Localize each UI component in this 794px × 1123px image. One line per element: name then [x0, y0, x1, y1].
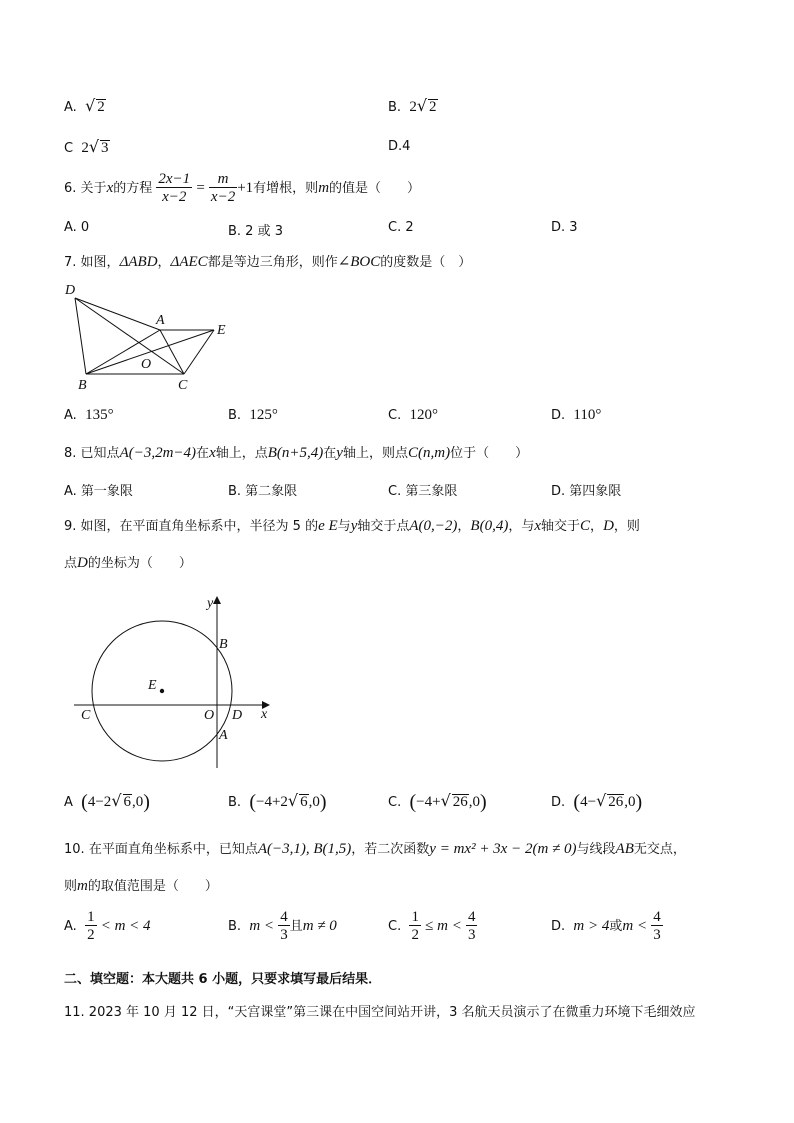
label-b: B — [219, 637, 228, 652]
q7-option-a: A. 135° — [64, 407, 114, 423]
q8-option-b: B. 第二象限 — [228, 484, 298, 499]
label-e: E — [148, 678, 157, 693]
q8-stem: 8. 已知点A(−3,2m−4)在x轴上，点B(n+5,4)在y轴上，则点C(n,m)位于（ ） — [64, 445, 529, 461]
q9-option-d: D. (4−√ 26,0) — [551, 791, 643, 813]
q7-triangle-figure — [60, 278, 235, 394]
label-c: C — [178, 378, 188, 393]
label-a: A — [156, 313, 165, 328]
q6-fraction-left: $\frac{2x-1}{x-2}$ — [158, 171, 191, 205]
section-heading-fill-in: 二、填空题：本大题共 6 小题，只要求填写最后结果． — [64, 972, 382, 987]
q9-circle-figure — [66, 590, 286, 775]
segment-da — [75, 298, 160, 330]
q9-option-a: A (4−2√ 6,0) — [64, 791, 150, 813]
q11-stem: 11. 2023 年 10 月 12 日，“天宫课堂”第三课在中国空间站开讲，3 名航天员演示了在微重力环境下毛细效应 — [64, 1005, 696, 1020]
q10-option-b: B. m < $\frac{4}{3}$ 且m ≠ 0 — [228, 909, 337, 943]
label-a: A — [219, 728, 228, 743]
q7-stem: 7. 如图，ΔABD，ΔAEC都是等边三角形，则作∠BOC的度数是（ ） — [64, 254, 472, 270]
q5-option-a: A. √ 2 — [64, 96, 105, 115]
q5-option-b: B. 2√ 2 — [388, 96, 437, 115]
q7-option-d: D. 110° — [551, 407, 602, 423]
q8-option-d: D. 第四象限 — [551, 484, 622, 499]
segment-ac — [160, 330, 184, 374]
q6-option-d: D. 3 — [551, 220, 578, 235]
q5-option-d: D.4 — [388, 139, 411, 154]
label-c: C — [81, 708, 91, 723]
segment-dc — [75, 298, 184, 374]
q9-option-b: B. (−4+2√ 6,0) — [228, 791, 327, 813]
q10-stem: 10. 在平面直角坐标系中，已知点A(−3,1), B(1,5)，若二次函数y = mx² + 3x − 2(m ≠ 0)与线段AB无交点， — [64, 841, 686, 857]
label-b: B — [78, 378, 87, 393]
q10-option-a: A. $\frac{1}{2}$ < m < 4 — [64, 909, 151, 943]
q6-option-c: C. 2 — [388, 220, 414, 235]
label-y: y — [207, 596, 214, 611]
label-d: D — [65, 283, 76, 298]
label-e: E — [217, 323, 226, 338]
q7-option-b: B. 125° — [228, 407, 278, 423]
q5-option-c: C 2√ 3 — [64, 137, 109, 156]
label-o: O — [204, 708, 215, 723]
q10-option-d: D. m > 4或m < $\frac{4}{3}$ — [551, 909, 661, 943]
q6-option-b: B. 2 或 3 — [228, 224, 283, 239]
label-d: D — [232, 708, 243, 723]
q6-stem: 6. 关于x的方程 $\frac{2x-1}{x-2}$ = $\frac{m}{x-2}$ +1有增根，则m的值是（ ） — [64, 171, 421, 205]
center-point-e — [160, 689, 164, 693]
segment-db — [75, 298, 86, 374]
segment-ec — [184, 330, 214, 374]
q10-option-c: C. $\frac{1}{2}$ ≤ m < $\frac{4}{3}$ — [388, 909, 476, 943]
q9-option-c: C. (−4+√ 26,0) — [388, 791, 487, 813]
q9-stem: 9. 如图，在平面直角坐标系中，半径为 5 的e E与y轴交于点A(0,−2)，B(0,4)，与x轴交于C，D，则 — [64, 518, 640, 534]
q6-option-a: A. 0 — [64, 220, 90, 235]
q7-option-c: C. 120° — [388, 407, 438, 423]
label-o: O — [141, 357, 152, 372]
q6-fraction-right: $\frac{m}{x-2}$ — [210, 171, 236, 205]
label-x: x — [261, 707, 268, 722]
q8-option-c: C. 第三象限 — [388, 484, 458, 499]
q9-stem-line2: 点D的坐标为（ ） — [64, 555, 192, 571]
q10-stem-line2: 则m的取值范围是（ ） — [64, 878, 218, 894]
q8-option-a: A. 第一象限 — [64, 484, 133, 499]
